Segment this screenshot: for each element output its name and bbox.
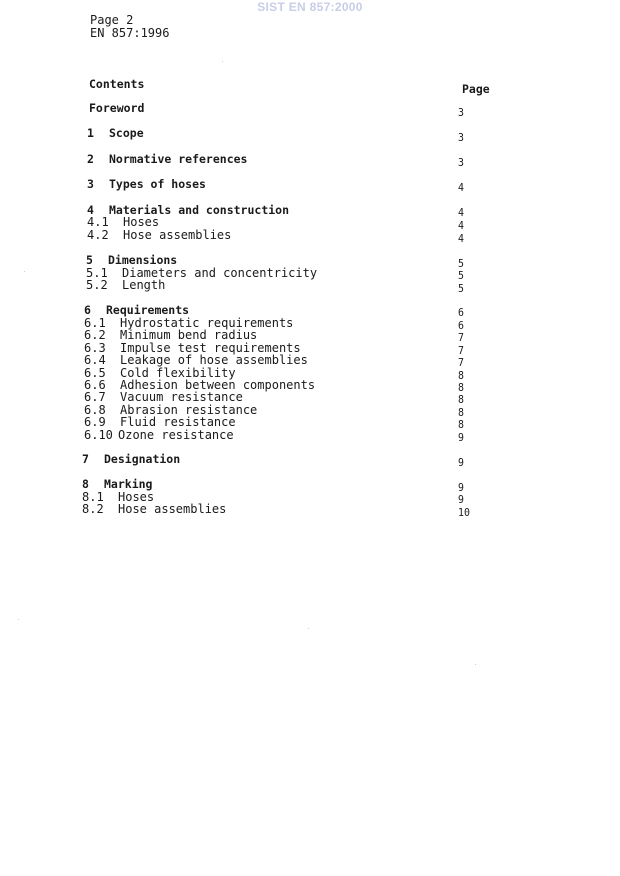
toc-entry-number: 7: [82, 452, 89, 466]
toc-entry-page: 4: [458, 181, 464, 194]
scan-speck: [18, 619, 19, 620]
toc-entry-page: 8: [458, 393, 464, 406]
toc-entry-page: 4: [458, 206, 464, 219]
toc-entry-page: 9: [458, 481, 464, 494]
toc-entry-page: 6: [458, 306, 464, 319]
toc-entry-page: 4: [458, 232, 464, 245]
toc-entry-page: 5: [458, 257, 464, 270]
toc-entry-number: 6.6: [84, 378, 106, 392]
toc-entry-page: 9: [458, 456, 464, 469]
toc-entry-title: Adhesion between components: [120, 378, 316, 392]
toc-entry-number: 4.2: [87, 228, 109, 242]
page-column-heading: Page: [462, 82, 490, 96]
toc-entry-title: Requirements: [106, 303, 190, 317]
toc-entry-title: Leakage of hose assemblies: [120, 353, 308, 367]
toc-entry-title: Scope: [109, 126, 144, 140]
toc-entry-title: Vacuum resistance: [120, 390, 243, 404]
toc-entry-title: Materials and construction: [109, 203, 290, 217]
toc-entry-page: 6: [458, 319, 464, 332]
toc-entry-number: 6.7: [84, 390, 106, 404]
toc-entry-title: Hoses: [123, 215, 160, 229]
scan-speck: [24, 271, 25, 272]
toc-entry-title: Ozone resistance: [118, 428, 234, 442]
toc-entry-title: Hydrostatic requirements: [120, 316, 294, 330]
toc-entry-number: 8: [82, 477, 89, 491]
toc-entry-number: 5.2: [86, 278, 108, 292]
toc-entry-page: 7: [458, 344, 464, 357]
toc-entry-title: Cold flexibility: [120, 366, 236, 380]
toc-entry-number: 8.2: [82, 502, 104, 516]
toc-entry-number: 6.9: [84, 415, 106, 429]
toc-entry-page: 5: [458, 269, 464, 282]
toc-entry-title: Fluid resistance: [120, 415, 236, 429]
scan-speck: [308, 628, 309, 629]
toc-entry-title: Minimum bend radius: [120, 328, 258, 342]
toc-entry-number: 5: [86, 253, 93, 267]
toc-entry-title: Dimensions: [108, 253, 178, 267]
toc-entry-title: Impulse test requirements: [120, 341, 301, 355]
toc-entry-page: 9: [458, 431, 464, 444]
toc-entry-title: Foreword: [89, 101, 145, 115]
toc-entry-page: 4: [458, 219, 464, 232]
toc-entry-title: Length: [122, 278, 166, 292]
toc-entry-number: 6.4: [84, 353, 106, 367]
toc-entry-page: 10: [458, 506, 470, 519]
toc-entry-title: Diameters and concentricity: [122, 266, 318, 280]
contents-heading: Contents: [89, 77, 145, 91]
toc-entry-number: 6.2: [84, 328, 106, 342]
toc-entry-number: 1: [87, 126, 94, 140]
toc-entry-number: 3: [87, 177, 94, 191]
toc-entry-page: 8: [458, 381, 464, 394]
toc-entry-page: 8: [458, 418, 464, 431]
toc-entry-page: 8: [458, 369, 464, 382]
toc-entry-number: 6.1: [84, 316, 106, 330]
toc-entry-number: 6.3: [84, 341, 106, 355]
toc-entry-number: 4: [87, 203, 94, 217]
scan-speck: [222, 61, 223, 62]
toc-entry-page: 8: [458, 406, 464, 419]
toc-entry-title: Hose assemblies: [123, 228, 232, 242]
toc-entry-page: 5: [458, 282, 464, 295]
toc-entry-title: Types of hoses: [109, 177, 206, 191]
toc-entry-number: 6: [84, 303, 91, 317]
toc-entry-page: 3: [458, 131, 464, 144]
watermark: SIST EN 857:2000: [257, 0, 363, 14]
toc-entry-title: Designation: [104, 452, 181, 466]
toc-entry-number: 4.1: [87, 215, 109, 229]
toc-entry-page: 7: [458, 356, 464, 369]
toc-entry-page: 3: [458, 156, 464, 169]
toc-entry-title: Hoses: [118, 490, 155, 504]
toc-entry-page: 7: [458, 331, 464, 344]
toc-entry-number: 2: [87, 152, 94, 166]
standard-number-label: EN 857:1996: [90, 26, 170, 40]
toc-entry-title: Abrasion resistance: [120, 403, 258, 417]
toc-entry-number: 6.10: [84, 428, 113, 442]
toc-entry-number: 6.5: [84, 366, 106, 380]
toc-entry-page: 3: [458, 106, 464, 119]
toc-entry-title: Hose assemblies: [118, 502, 227, 516]
toc-entry-title: Marking: [104, 477, 153, 491]
toc-entry-title: Normative references: [109, 152, 248, 166]
toc-entry-number: 6.8: [84, 403, 106, 417]
page-number-label: Page 2: [90, 13, 134, 27]
toc-entry-number: 8.1: [82, 490, 104, 504]
scan-speck: [475, 664, 476, 665]
toc-entry-page: 9: [458, 493, 464, 506]
toc-entry-number: 5.1: [86, 266, 108, 280]
